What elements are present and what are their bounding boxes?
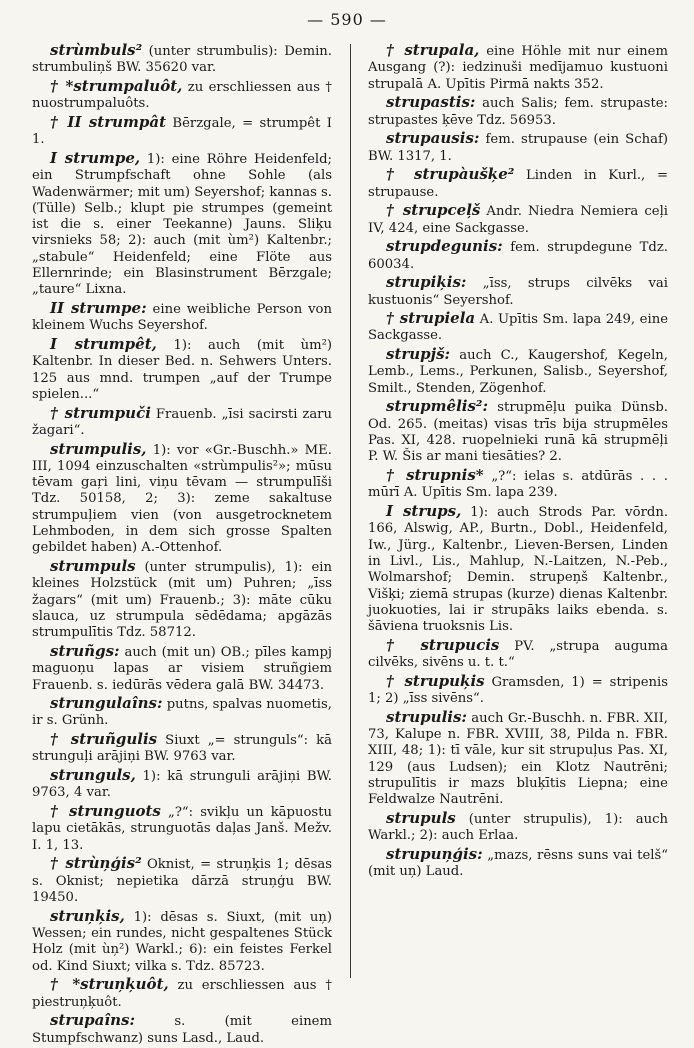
entry-headword: strupuņģis:: [386, 844, 483, 863]
entry-headword: I strups,: [386, 502, 462, 521]
entry-headword: I strumpe,: [50, 148, 141, 167]
entry-text: PV. „strupa auguma cilvēks, sivēns u. t. t.“: [368, 638, 669, 671]
entry-text: 1): eine Röhre Heidenfeld; ein Strumpfschaft ohne Sohle (als Wadenwärmer; mit um) Seyershof; kannas s. (Tülle) Selb.; klupt pie strumpes (gemeint ist die s. einer Teekanne) Jauns. Sliķu virsnieks 58; 2): auch (mit ùm²) Kaltenbr.; „stabule“ Heidenfeld; eine Flöte aus Ellernrinde; ein Blasinstrument Bērzgale; „taure“ Lixna.: [32, 151, 332, 298]
entry-headword: † II strumpât: [50, 112, 167, 131]
entry-text: Linden in Kurl., = strupause.: [368, 168, 668, 200]
dictionary-entry: [368, 709, 668, 809]
dictionary-entry: [32, 42, 332, 77]
right-column: [368, 42, 668, 882]
entry-text: Oknist, = struņķis 1; dēsas s. Oknist; nepietika dārzā struņģu BW. 19450.: [32, 857, 332, 906]
entry-text: „īss, strups cilvēks vai kustuonis“ Seyershof.: [368, 276, 668, 308]
entry-text: zu erschliessen aus † piestruņķuôt.: [32, 978, 332, 1010]
entry-headword: strupuls: [386, 808, 456, 827]
entry-headword: strupaîns:: [50, 1011, 135, 1030]
entry-headword: † strupuķis: [386, 671, 485, 690]
dictionary-entry: [368, 846, 668, 881]
dictionary-entry: [32, 441, 332, 557]
entry-text: (unter strumpulis), 1): ein kleines Holzstück (mit um) Puhren; „īss žagars“ (mit um) Frauenb.; 3): māte cūku slauca, uz strumpula sēdēdama; apgāzās strumpulītis Tdz. 58712.: [32, 560, 332, 641]
entry-text: 1): vor «Gr.-Buschh.» ME. III, 1094 einzuschalten «strùmpulis²»; mūsu tēvam gaŗi lini, viņu tēvam — strumpulīši Tdz. 50158, 2; 3): zeme sakaltuse strumpuļiem vien (von ausgetrocknetem Lehmboden, in dem sich grosse Spalten gebildet haben) A.-Ottenhof.: [32, 442, 332, 556]
dictionary-entry: [32, 405, 332, 440]
entry-headword: struņķis,: [50, 906, 125, 925]
dictionary-entry: [32, 855, 332, 906]
entry-text: zu erschliessen aus † nuostrumpaluôts.: [32, 79, 332, 112]
entry-text: strupmēļu puika Dünsb. Od. 265. (meitas) visas trīs bija strupmēles Pas. XI, 428. ruopelnieki runā kā strupmēļi P. W. Šis ar mani tiesāties? 2.: [368, 400, 668, 465]
dictionary-entry: [368, 398, 668, 465]
entry-text: fem. strupause (ein Schaf) BW. 1317, 1.: [368, 132, 668, 164]
entry-text: 1): auch Strods Par. vōrdn. 166, Alswig, AP., Burtn., Dobl., Heidenfeld, Iw., Jürg., Kaltenbr., Lieven-Bersen, Linden in Livl., Lis., Mahlup, N.-Laitzen, N.-Peb., Wolmarshof; Demin. strupeņš Kaltenbr., Višķi; ziemā strupas (kurze) dienas Kaltenbr. juokuoties, lai ir strupāks laiks ebenda. s. šāviena truoksnis Lis.: [368, 505, 669, 635]
entry-headword: † strunguots: [50, 802, 161, 821]
dictionary-entry: [32, 803, 332, 854]
dictionary-entry: [32, 1012, 332, 1047]
entry-text: eine Höhle mit nur einem Ausgang (?): iedzinuši medījamuo kustuoni strupalā A. Upītis Pirmā nakts 352.: [368, 44, 668, 92]
dictionary-entry: [368, 42, 668, 93]
dictionary-entry: [368, 202, 668, 237]
column-divider: [350, 44, 351, 978]
dictionary-entry: [368, 346, 668, 397]
entry-headword: strupjš:: [386, 345, 451, 364]
dictionary-entry: [32, 300, 332, 335]
entry-text: Andr. Niedra Nemiera ceļi IV, 424, eine Sackgasse.: [368, 204, 668, 236]
entry-text: auch (mit un) OB.; pīles kampj maguoņu lapas ar visiem struñgiem Frauenb. s. iedūrās vēdera galā BW. 34473.: [32, 644, 332, 693]
dictionary-entry: [368, 810, 668, 845]
dictionary-entry: [32, 976, 332, 1011]
entry-headword: strupmêlis²:: [386, 397, 489, 416]
entry-headword: † *strumpaluôt,: [50, 76, 183, 95]
entry-text: Gramsden, 1) = stripenis 1; 2) „īss sivēns“.: [368, 674, 668, 707]
entry-headword: strupulis:: [386, 707, 467, 726]
entry-text: A. Upītis Sm. lapa 249, eine Sackgasse.: [368, 312, 668, 344]
dictionary-entry: [32, 150, 332, 299]
entry-text: auch C., Kaugershof, Kegeln, Lemb., Lems., Perkunen, Salisb., Seyershof, Smilt., Stenden, Zögenhof.: [368, 348, 668, 396]
entry-text: eine weibliche Person von kleinem Wuchs Seyershof.: [32, 302, 332, 334]
entry-text: Siuxt „= strunguls“: kā strunguļi arājiņi BW. 9763 var.: [32, 733, 332, 765]
entry-headword: † strupàušķe²: [386, 165, 515, 184]
dictionary-entry: [368, 503, 668, 635]
entry-headword: † strupiela: [386, 309, 476, 328]
entry-text: (unter strumbulis): Demin. strumbuliņš BW. 35620 var.: [32, 44, 332, 76]
entry-text: 1): kā strunguli arājiņi BW. 9763, 4 var.: [32, 769, 332, 801]
entry-text: Bērzgale, = strumpêt I 1.: [32, 115, 332, 148]
dictionary-entry: [368, 94, 668, 129]
entry-headword: strumpulis,: [50, 439, 147, 458]
entry-headword: † strùņģis²: [50, 854, 142, 873]
entry-headword: † strumpuči: [50, 403, 151, 422]
dictionary-entry: [368, 673, 668, 708]
dictionary-entry: [32, 78, 332, 113]
entry-text: 1): auch (mit ùm²) Kaltenbr. In dieser Bed. n. Sehwers Unters. 125 aus mnd. trumpen „auf der Trumpe spielen...“: [32, 338, 333, 402]
entry-text: s. (mit einem Stumpfschwanz) suns Lasd., Laud.: [32, 1014, 332, 1046]
page-number: — 590 —: [307, 10, 387, 29]
entry-headword: strupdegunis:: [386, 237, 503, 256]
entry-headword: strumpuls: [50, 557, 136, 576]
dictionary-entry: [32, 336, 332, 403]
entry-text: Frauenb. „īsi sacirsti zaru žagari“.: [32, 406, 332, 438]
entry-headword: strupiķis:: [386, 273, 467, 292]
entry-headword: † strupceļš: [386, 201, 481, 220]
entry-headword: I strumpêt,: [50, 335, 157, 353]
entry-headword: † strupala,: [386, 41, 480, 59]
entry-headword: strùmbuls²: [50, 41, 143, 59]
dictionary-entry: [368, 130, 668, 165]
dictionary-entry: [368, 637, 668, 672]
entry-headword: † strupucis: [386, 635, 500, 654]
entry-text: auch Salis; fem. strupaste: strupastes ķēve Tdz. 56953.: [368, 96, 668, 128]
entry-text: „?“: svikļu un kāpuostu lapu cietākās, strunguotās daļas Janš. Mežv. I. 1, 13.: [32, 805, 332, 853]
dictionary-entry: [32, 558, 332, 641]
dictionary-entry: [32, 695, 332, 730]
dictionary-entry: [368, 274, 668, 309]
entry-headword: strupausis:: [386, 129, 480, 148]
dictionary-entry: [368, 467, 668, 502]
entry-headword: strupastis:: [386, 93, 476, 112]
entry-headword: † strupnis*: [386, 466, 484, 485]
entry-headword: † struñgulis: [50, 730, 158, 749]
entry-text: auch Gr.-Buschh. n. FBR. XII, 73, Kalupe n. FBR. XVIII, 38, Pilda n. FBR. XIII, 48; 1): tī vāle, kur sit strupuļus Pas. XI, 129 (aus Ludsen); ein Klotz Nautrēni; strupulītis ir mazs bluķītis Liepna; eine Feldwalze Nautrēni.: [368, 710, 668, 808]
entry-headword: † *struņķuôt,: [50, 975, 169, 994]
entry-text: (unter strupulis), 1): auch Warkl.; 2): auch Erlaa.: [368, 811, 668, 844]
entry-text: 1): dēsas s. Siuxt, (mit uņ) Wessen; ein rundes, nicht gespaltenes Stück Holz (mit ùņ²) Warkl.; 6): ein feistes Ferkel od. Kind Siuxt; vilka s. Tdz. 85723.: [32, 909, 332, 974]
entry-text: putns, spalvas nuometis, ir s. Grünh.: [32, 697, 332, 729]
entry-text: „mazs, rēsns suns vai telš“ (mit uņ) Laud.: [368, 847, 668, 880]
dictionary-entry: [32, 908, 332, 975]
entry-headword: strunguls,: [50, 766, 136, 785]
dictionary-entry: [32, 643, 332, 694]
entry-headword: II strumpe:: [50, 299, 147, 318]
dictionary-entry: [32, 767, 332, 802]
dictionary-entry: [368, 310, 668, 345]
entry-text: fem. strupdegune Tdz. 60034.: [368, 240, 668, 272]
entry-headword: struñgs:: [50, 641, 120, 660]
dictionary-entry: [368, 166, 668, 201]
left-column: [32, 42, 332, 1048]
dictionary-entry: [32, 731, 332, 766]
entry-headword: strungulaîns:: [50, 694, 163, 713]
dictionary-entry: [368, 238, 668, 273]
dictionary-entry: [32, 114, 332, 149]
entry-text: „?“: ielas s. atdūrās . . . mūrī A. Upītis Sm. lapa 239.: [368, 469, 668, 501]
